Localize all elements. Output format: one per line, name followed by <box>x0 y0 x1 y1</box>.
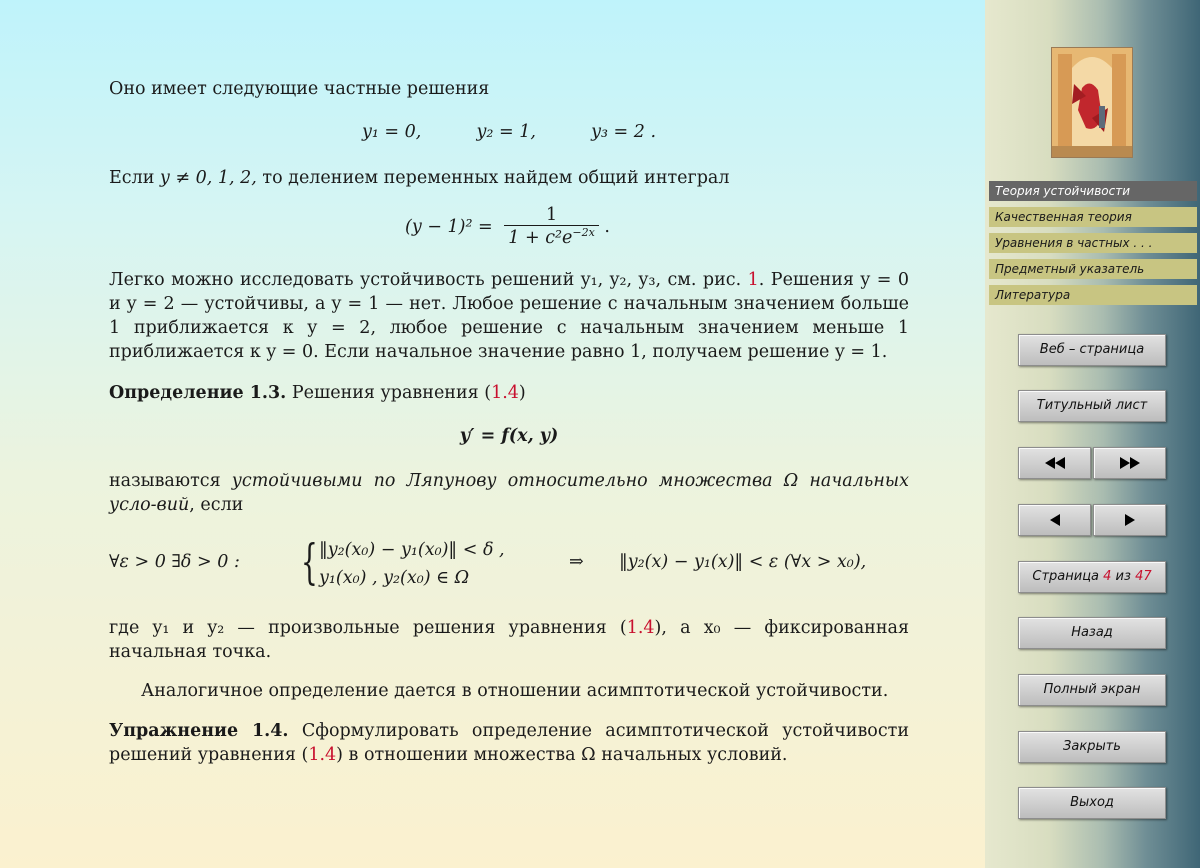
last-page-button[interactable] <box>1093 447 1166 479</box>
arrow-right-icon <box>1125 514 1135 526</box>
eq-y3: y₃ = 2 . <box>591 122 657 142</box>
brace: { <box>301 534 318 590</box>
paragraph-where: где y₁ и y₂ — произвольные решения уравнения (1.4), а x₀ — фиксированная начальная точка. <box>109 618 909 662</box>
math-inline: y ≠ 0, 1, 2, <box>159 168 257 188</box>
nav-item-stability-theory[interactable]: Теория устойчивости <box>989 181 1197 201</box>
equation-particular-solutions <box>109 122 909 142</box>
equation-link[interactable]: 1.4 <box>308 745 337 765</box>
equation-lyapunov-condition <box>109 534 909 594</box>
definition-1-3: Определение 1.3. Решения уравнения (1.4) <box>109 383 526 403</box>
condition-line-1: ‖y₂(x₀) − y₁(x₀)‖ < δ , <box>319 540 505 560</box>
paragraph-asymptotic: Аналогичное определение дается в отношении асимптотической устойчивости. <box>141 681 889 701</box>
equation-ode: y′ = f(x, y) <box>459 426 559 446</box>
definition-label: Определение 1.3. <box>109 383 287 403</box>
eq-y1: y₁ = 0, <box>361 122 422 142</box>
condition-line-2: y₁(x₀) , y₂(x₀) ∈ Ω <box>319 568 470 588</box>
current-page-number: 4 <box>1103 569 1112 584</box>
equation-general-integral: (y − 1)² = $\frac{1}{1 + c^2e^{-2x}}$ . <box>405 205 610 248</box>
condition-result: ‖y₂(x) − y₁(x)‖ < ε (∀x > x₀), <box>619 552 867 572</box>
term-lyapunov-stable: устойчивыми по Ляпунову относительно множества Ω начальных усло-вий <box>109 471 909 515</box>
exercise-label: Упражнение 1.4. <box>109 721 289 741</box>
equation-link[interactable]: 1.4 <box>626 618 655 638</box>
exercise-1-4: Упражнение 1.4. Сформулировать определение асимптотической устойчивости решений уравнения (1.4) в отношении множества Ω начальных условий. <box>109 721 909 765</box>
nav-item-qualitative-theory[interactable]: Качественная теория <box>989 207 1197 227</box>
paragraph-lyapunov: называются устойчивыми по Ляпунову относительно множества Ω начальных усло-вий, если <box>109 471 909 515</box>
title-page-button[interactable]: Титульный лист <box>1018 390 1166 422</box>
paragraph-particular-solutions: Оно имеет следующие частные решения <box>109 79 490 99</box>
figure-link[interactable]: 1 <box>747 270 759 290</box>
web-page-button[interactable]: Веб – страница <box>1018 334 1166 366</box>
eq-y2: y₂ = 1, <box>476 122 536 142</box>
fraction: $\frac{1}{1 + c^2e^{-2x}}$ <box>504 205 599 248</box>
close-button[interactable]: Закрыть <box>1018 731 1166 763</box>
fast-forward-icon <box>1120 457 1140 469</box>
total-pages-number: 47 <box>1135 569 1152 584</box>
previous-page-button[interactable] <box>1018 504 1091 536</box>
paragraph-stability-discussion: Легко можно исследовать устойчивость решений y₁, y₂, y₃, см. рис. 1. Решения y = 0 и y = 2 — устойчивы, а y = 1 — нет. Любое решение с начальным значением больше 1 приближается к y = 2, любое решение с начальным значением меньше 1 приближается к y = 0. Если начальное значение равно 1, получаем решение y = 1. <box>109 270 909 362</box>
nav-item-pde[interactable]: Уравнения в частных . . . <box>989 233 1197 253</box>
implies-arrow: ⇒ <box>569 552 584 572</box>
first-page-button[interactable] <box>1018 447 1091 479</box>
page-counter: Страница 4 из 47 <box>1018 561 1166 593</box>
arrow-left-icon <box>1050 514 1060 526</box>
book-cover-image <box>1051 47 1133 158</box>
back-button[interactable]: Назад <box>1018 617 1166 649</box>
fullscreen-button[interactable]: Полный экран <box>1018 674 1166 706</box>
nav-item-literature[interactable]: Литература <box>989 285 1197 305</box>
next-page-button[interactable] <box>1093 504 1166 536</box>
quantifiers: ∀ε > 0 ∃δ > 0 : <box>109 552 240 572</box>
exit-button[interactable]: Выход <box>1018 787 1166 819</box>
equation-link[interactable]: 1.4 <box>491 383 519 403</box>
nav-item-subject-index[interactable]: Предметный указатель <box>989 259 1197 279</box>
rewind-icon <box>1045 457 1065 469</box>
paragraph-general-integral: Если y ≠ 0, 1, 2, то делением переменных найдем общий интеграл <box>109 168 730 188</box>
